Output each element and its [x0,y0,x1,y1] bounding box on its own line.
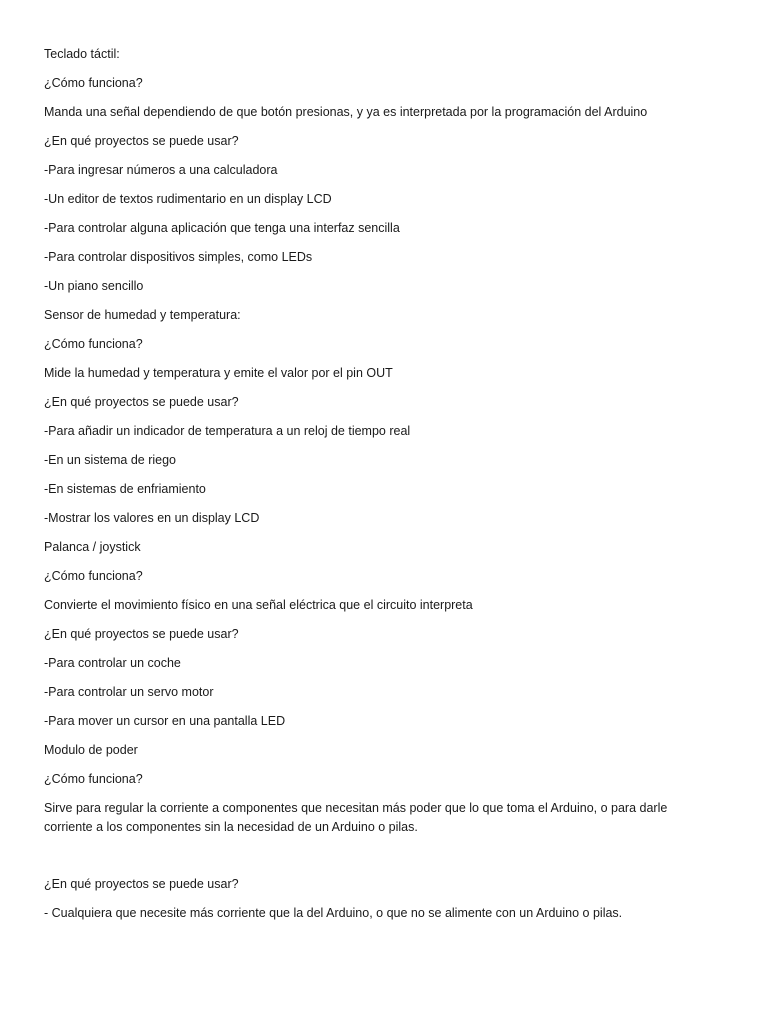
question-como-funciona: ¿Cómo funciona? [44,337,143,351]
section-heading-modulo: Modulo de poder [44,743,138,757]
list-item: -Para mover un cursor en una pantalla LED [44,714,286,728]
question-proyectos: ¿En qué proyectos se puede usar? [44,627,239,641]
question-como-funciona: ¿Cómo funciona? [44,772,143,786]
list-item: -Un editor de textos rudimentario en un display LCD [44,192,332,206]
section-heading-sensor: Sensor de humedad y temperatura: [44,308,241,322]
list-item: -Mostrar los valores en un display LCD [44,511,260,525]
section-heading-joystick: Palanca / joystick [44,540,141,554]
answer-text: Mide la humedad y temperatura y emite el valor por el pin OUT [44,366,393,380]
question-como-funciona: ¿Cómo funciona? [44,569,143,583]
question-como-funciona: ¿Cómo funciona? [44,76,143,90]
question-proyectos: ¿En qué proyectos se puede usar? [44,395,239,409]
list-item: -En un sistema de riego [44,453,177,467]
list-item: -Para añadir un indicador de temperatura a un reloj de tiempo real [44,424,411,438]
list-item: -Para controlar un servo motor [44,685,214,699]
list-item: - Cualquiera que necesite más corriente que la del Arduino, o que no se alimente con un Arduino o pilas. [44,906,623,920]
section-heading-teclado: Teclado táctil: [44,47,120,61]
list-item: -Un piano sencillo [44,279,144,293]
answer-text: Convierte el movimiento físico en una señal eléctrica que el circuito interpreta [44,598,473,612]
list-item: -Para controlar dispositivos simples, como LEDs [44,250,313,264]
question-proyectos: ¿En qué proyectos se puede usar? [44,877,239,891]
list-item: -Para ingresar números a una calculadora [44,163,278,177]
answer-text: Manda una señal dependiendo de que botón presionas, y ya es interpretada por la programación del Arduino [44,105,648,119]
paragraph-spacer [44,837,704,875]
question-proyectos: ¿En qué proyectos se puede usar? [44,134,239,148]
answer-text: Sirve para regular la corriente a componentes que necesitan más poder que lo que toma el Arduino, o para darle corriente a los componentes sin la necesidad de un Arduino o pilas. [44,801,668,834]
list-item: -En sistemas de enfriamiento [44,482,206,496]
list-item: -Para controlar un coche [44,656,181,670]
document-body [44,45,704,933]
list-item: -Para controlar alguna aplicación que tenga una interfaz sencilla [44,221,400,235]
